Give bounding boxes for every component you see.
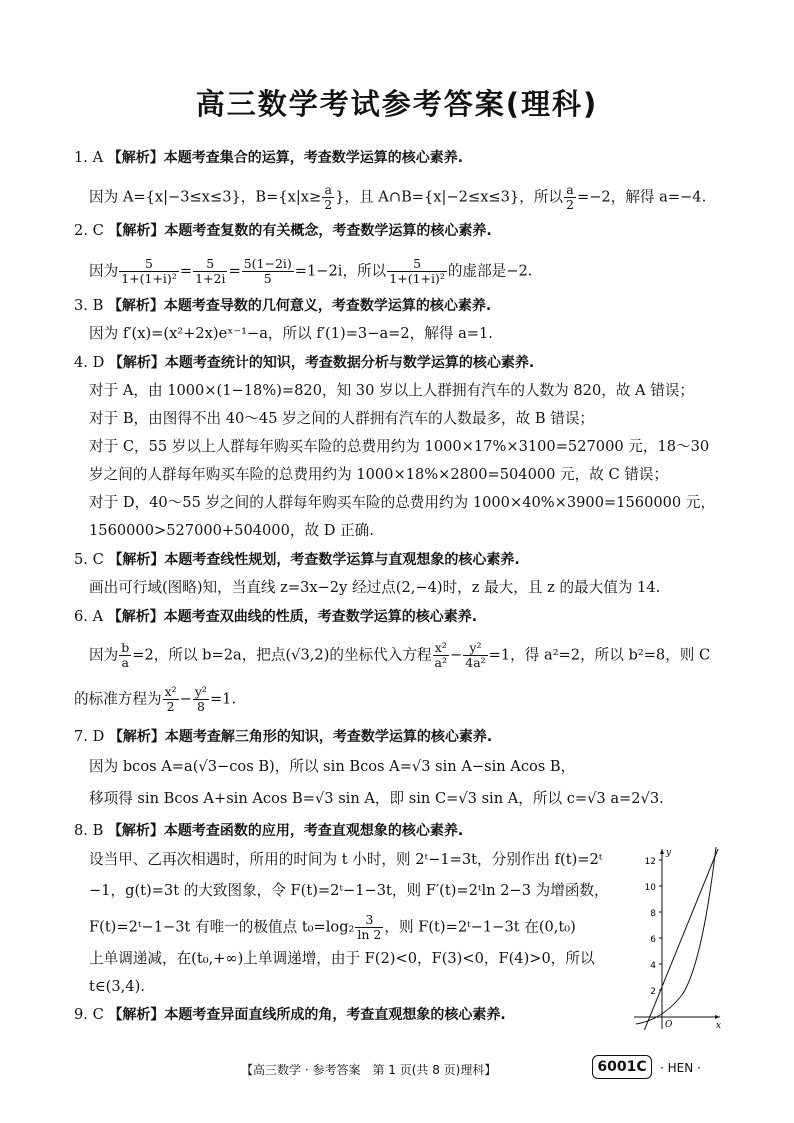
page-footer: 【高三数学 · 参考答案 第 1 页(共 8 页)理科】 <box>241 1063 497 1077</box>
q2-header <box>74 221 492 241</box>
q8-line-5: t∈(3,4). <box>89 978 145 995</box>
y-tick-label-12: 12 <box>644 857 656 867</box>
q9-number: 9. C <box>74 1006 104 1023</box>
q1-number: 1. A <box>74 149 104 166</box>
q2-frac-3: $\frac{5(1-2i)}{5}$ <box>243 256 292 286</box>
origin-label: O <box>665 1020 673 1030</box>
q2-frac-1: $\frac{5}{\text{1+(1+i)²}}$ <box>121 256 177 286</box>
q1-solution <box>89 183 706 212</box>
q8-line-2: −1，g(t)=3t 的大致图象，令 F(t)=2ᵗ−1−3t，则 F′(t)=2ᵗln 2−3 为增函数， <box>89 882 609 899</box>
q1-text-a: 因为 A={x|−3≤x≤3}，B={x|x≥ <box>89 188 322 206</box>
q4-line-5: 对于 D，40～55 岁之间的人群每年购买车险的总费用约为 1000×40%×3900=1560000 元， <box>89 494 716 511</box>
q7-line-1: 因为 bcos A=a(√3−cos B)，所以 sin Bcos A=√3 sin A−sin Acos B， <box>89 758 576 775</box>
y-tick-label-10: 10 <box>644 883 656 893</box>
q8-analysis-head: 【解析】本题考查函数的应用，考查直观想象的核心素养. <box>107 823 464 839</box>
q6-number: 6. A <box>74 608 104 625</box>
q4-analysis-head: 【解析】本题考查统计的知识，考查数据分析与数学运算的核心素养. <box>108 355 535 371</box>
y-tick-label-2: 2 <box>650 987 656 997</box>
q8-number: 8. B <box>74 822 104 839</box>
q7-number: 7. D <box>74 728 105 745</box>
q8-function-graph <box>632 845 722 1030</box>
q1-analysis-head: 【解析】本题考查集合的运算，考查数学运算的核心素养. <box>107 150 464 166</box>
y-axis-label: y <box>666 848 672 858</box>
q2-frac-2: $\frac{5}{1+2i}$ <box>195 256 226 286</box>
q7-line-2: 移项得 sin Bcos A+sin Acos B=√3 sin A，即 sin C=√3 sin A，所以 c=√3 a=2√3. <box>89 790 664 807</box>
q6-solution-2: 的标准方程为 $\frac{\text{x²}}{2}$ − $\frac{\text{y²}}{8}$ =1. <box>74 684 237 714</box>
q3-solution: 因为 f′(x)=(x²+2x)eˣ⁻¹−a，所以 f′(1)=3−a=2，解得 a=1. <box>89 325 493 342</box>
q4-line-4: 岁之间的人群每年购买车险的总费用约为 1000×18%×2800=504000 元，故 C 错误； <box>89 466 669 483</box>
q6-frac-2: $\frac{\text{x²}}{\text{a²}}$ <box>434 640 448 670</box>
region-tag: · HEN · <box>660 1061 701 1075</box>
q5-header <box>74 550 520 570</box>
q6-frac-3: $\frac{\text{y²}}{\text{4a²}}$ <box>465 640 486 670</box>
curve-f <box>636 847 716 1024</box>
q5-solution: 画出可行域(图略)知，当直线 z=3x−2y 经过点(2,−4)时，z 最大，且 z 的最大值为 14. <box>89 579 661 596</box>
q2-analysis-head: 【解析】本题考查复数的有关概念，考查数学运算的核心素养. <box>108 223 492 239</box>
q8-line-3: F(t)=2ᵗ−1−3t 有唯一的极值点 t₀=log₂ $\frac{3}{\ln 2}$ ，则 F(t)=2ᵗ−1−3t 在(0,t₀) <box>89 912 576 942</box>
q1-text-b: }，且 A∩B={x|−2≤x≤3}，所以 <box>335 188 564 206</box>
q3-number: 3. B <box>74 297 104 314</box>
exam-code-box: 6001C <box>592 1055 652 1079</box>
q6-frac-1: $\frac{b}{a}$ <box>121 640 130 670</box>
q1-text-c: =−2，解得 a=−4. <box>576 188 707 206</box>
q9-header <box>74 1005 506 1025</box>
page-title: 高三数学考试参考答案(理科) <box>195 87 599 121</box>
q3-header <box>74 296 491 316</box>
q2-solution: 因为 $\frac{5}{\text{1+(1+i)²}}$ = $\frac{5}{1+2i}$ = $\frac{5(1-2i)}{5}$ =1−2i，所以 $\frac{5}{\text{1+(1+i)²}}$ 的虚部是−2. <box>89 256 533 286</box>
q8-header <box>74 821 463 841</box>
q8-line-1: 设当甲、乙再次相遇时，所用的时间为 t 小时，则 2ᵗ−1=3t，分别作出 f(t)=2ᵗ <box>89 851 603 868</box>
x-axis-arrow <box>715 1015 720 1019</box>
q5-analysis-head: 【解析】本题考查线性规划，考查数学运算与直观想象的核心素养. <box>108 552 520 568</box>
y-tick-label-4: 4 <box>650 961 656 971</box>
q6-analysis-head: 【解析】本题考查双曲线的性质，考查数学运算的核心素养. <box>107 609 478 625</box>
x-axis-label: x <box>716 1021 722 1030</box>
q4-number: 4. D <box>74 354 105 371</box>
q6-header <box>74 607 477 627</box>
q4-line-2: 对于 B，由图得不出 40～45 岁之间的人群拥有汽车的人数最多，故 B 错误； <box>89 410 595 427</box>
q4-line-1: 对于 A，由 1000×(1−18%)=820，知 30 岁以上人群拥有汽车的人数为 820，故 A 错误； <box>89 382 695 399</box>
q3-analysis-head: 【解析】本题考查导数的几何意义，考查数学运算的核心素养. <box>107 298 492 314</box>
q8-frac-1: $\frac{3}{\ln 2}$ <box>357 912 382 942</box>
q1-header <box>74 148 463 168</box>
q6-frac-5: $\frac{\text{y²}}{8}$ <box>194 684 207 714</box>
q5-number: 5. C <box>74 551 104 568</box>
q2-frac-4: $\frac{5}{\text{1+(1+i)²}}$ <box>389 256 445 286</box>
q7-analysis-head: 【解析】本题考查解三角形的知识，考查数学运算的核心素养. <box>108 729 493 745</box>
y-tick-label-8: 8 <box>650 909 656 919</box>
y-axis-arrow <box>660 849 664 854</box>
q4-line-3: 对于 C，55 岁以上人群每年购买车险的总费用约为 1000×17%×3100=527000 元，18～30 <box>89 438 710 455</box>
q4-line-6: 1560000>527000+504000，故 D 正确. <box>89 522 374 539</box>
q2-number: 2. C <box>74 222 104 239</box>
y-tick-label-6: 6 <box>650 935 656 945</box>
q4-header <box>74 353 534 373</box>
q1-frac-1: $\frac{a}{2}$ <box>324 182 333 212</box>
q1-frac-2: $\frac{a}{2}$ <box>566 182 574 212</box>
q6-solution-1: 因为 $\frac{b}{a}$ =2，所以 b=2a，把点(√3,2)的坐标代入方程 $\frac{\text{x²}}{\text{a²}}$ − $\frac{\text{y²}}{\text{4a²}}$ =1，得 a²=2，所以 b²=8，则 C <box>89 640 711 670</box>
q8-line-4: 上单调递减，在(t₀,+∞)上单调递增，由于 F(2)<0，F(3)<0，F(4)>0，所以 <box>89 950 595 967</box>
q9-analysis-head: 【解析】本题考查异面直线所成的角，考查直观想象的核心素养. <box>108 1007 506 1023</box>
q6-frac-4: $\frac{\text{x²}}{2}$ <box>164 684 177 714</box>
q7-header <box>74 727 492 747</box>
